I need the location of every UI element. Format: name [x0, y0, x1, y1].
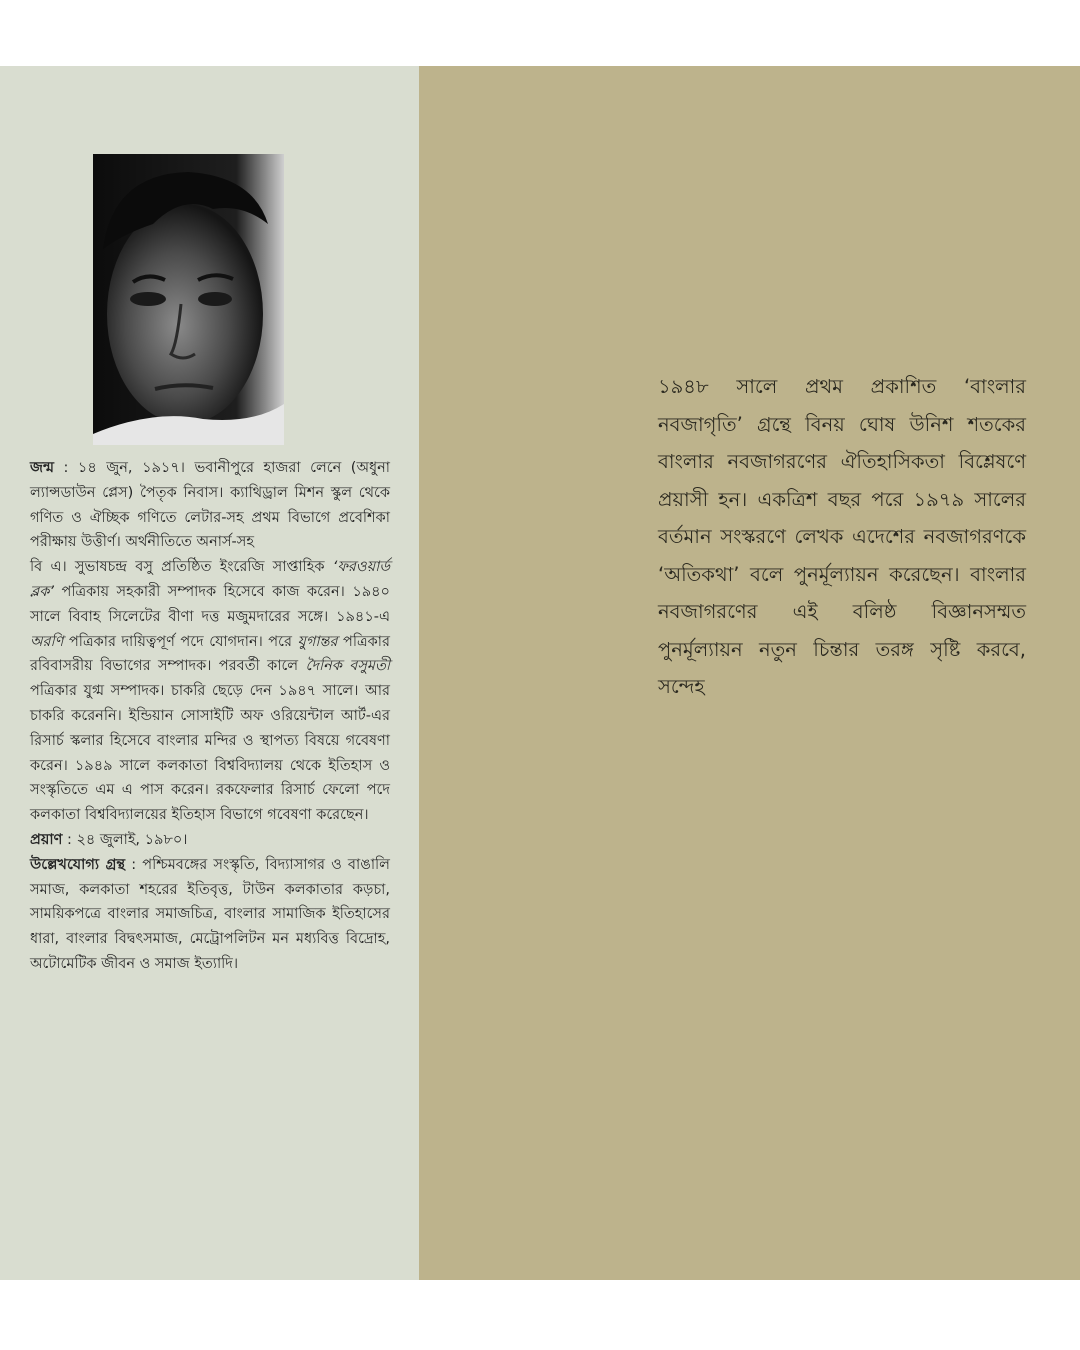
career-text-1: বি এ। সুভাষচন্দ্র বসু প্রতিষ্ঠিত ইংরেজি সাপ্তাহিক: [30, 559, 333, 576]
works-label: উল্লেখযোগ্য গ্রন্থ: [30, 856, 126, 873]
career-title-2: অরণি: [30, 633, 64, 650]
book-cover-spread: [0, 66, 1080, 1280]
inner-flap: [0, 66, 419, 1280]
book-blurb: [658, 368, 1026, 706]
bio-career-paragraph: [30, 555, 390, 828]
author-portrait-icon: [93, 154, 284, 445]
death-label: প্রয়াণ: [30, 831, 63, 848]
death-text: : ২৪ জুলাই, ১৯৮০।: [62, 831, 188, 848]
career-text-2: পত্রিকায় সহকারী সম্পাদক হিসেবে কাজ করেন। ১৯৪০ সালে বিবাহ সিলেটের বীণা দত্ত মজুমদারের সঙ্গে। ১৯৪১-এ: [30, 583, 390, 625]
birth-label: জন্ম: [30, 460, 54, 476]
bio-death-paragraph: [30, 828, 390, 853]
blurb-text: ১৯৪৮ সালে প্রথম প্রকাশিত ‘বাংলার নবজাগৃতি’ গ্রন্থে বিনয় ঘোষ উনিশ শতকের বাংলার নবজাগরণের ঐতিহাসিকতা বিশ্লেষণে প্রয়াসী হন। একত্রিশ বছর পরে ১৯৭৯ সালের বর্তমান সংস্করণে লেখক এদেশের নবজাগরণকে ‘অতিকথা’ বলে পুনর্মূল্যায়ন করেছেন। বাংলার নবজাগরণের এই বলিষ্ঠ বিজ্ঞানসম্মত পুনর্মূল্যায়ন নতুন চিন্তার তরঙ্গ সৃষ্টি করবে, সন্দেহ: [658, 375, 1026, 698]
author-photo: [93, 154, 284, 445]
career-title-3: যুগান্তর: [297, 633, 338, 650]
author-bio: [30, 456, 390, 977]
career-text-4: পত্রিকার রবিবাসরীয় বিভাগের সম্পাদক। পরবর্তী কালে: [30, 633, 390, 675]
career-text-5: পত্রিকার যুগ্ম সম্পাদক। চাকরি ছেড়ে দেন ১৯৪৭ সালে। আর চাকরি করেননি। ইন্ডিয়ান সোসাইটি অফ ওরিয়েন্টাল আর্ট-এর রিসার্চ স্কলার হিসেবে বাংলার মন্দির ও স্থাপত্য বিষয়ে গবেষণা করেন। ১৯৪৯ সালে কলকাতা বিশ্ববিদ্যালয় থেকে ইতিহাস ও সংস্কৃতিতে এম এ পাস করেন। রকফেলার রিসার্চ ফেলো পদে কলকাতা বিশ্ববিদ্যালয়ের ইতিহাস বিভাগে গবেষণা করেছেন।: [30, 683, 390, 824]
bio-works-paragraph: [30, 853, 390, 977]
bio-birth-paragraph: [30, 456, 390, 555]
career-text-3: পত্রিকার দায়িত্বপূর্ণ পদে যোগদান। পরে: [63, 633, 298, 650]
birth-text: : ১৪ জুন, ১৯১৭। ভবানীপুরে হাজরা লেনে (অধুনা ল্যান্সডাউন প্লেস) পৈতৃক নিবাস। ক্যাথিড্রাল মিশন স্কুল থেকে গণিত ও ঐচ্ছিক গণিতে লেটার-সহ প্রথম বিভাগে প্রবেশিকা পরীক্ষায় উত্তীর্ণ। অর্থনীতিতে অনার্স-সহ: [30, 460, 390, 551]
career-title-4: দৈনিক বসুমতী: [305, 658, 390, 675]
career-title-1: ‘ফরওয়ার্ড ব্লক’: [30, 559, 390, 600]
works-text: : পশ্চিমবঙ্গের সংস্কৃতি, বিদ্যাসাগর ও বাঙালি সমাজ, কলকাতা শহরের ইতিবৃত্ত, টাউন কলকাতার কড়চা, সাময়িকপত্রে বাংলার সমাজচিত্র, বাংলার সামাজিক ইতিহাসের ধারা, বাংলার বিদ্বৎসমাজ, মেট্রোপলিটন মন মধ্যবিত্ত বিদ্রোহ, অটোমেটিক জীবন ও সমাজ ইত্যাদি।: [30, 856, 390, 972]
